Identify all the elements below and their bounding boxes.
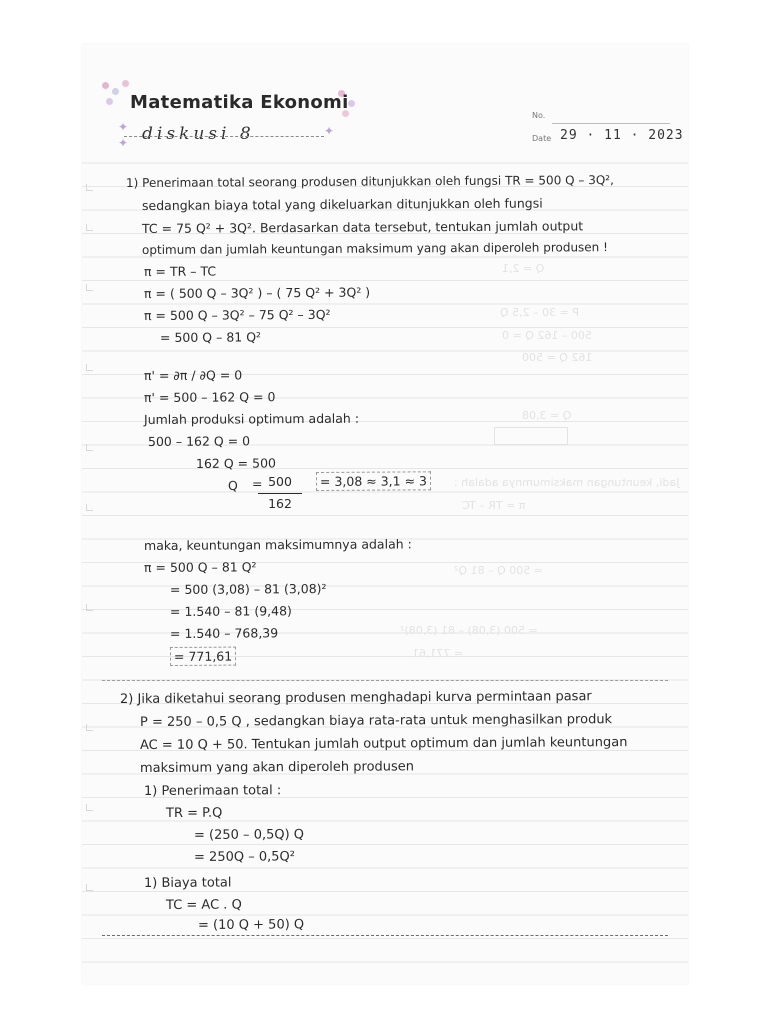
problem2-line: 2) Jika diketahui seorang produsen menghadapi kurva permintaan pasar — [119, 689, 592, 707]
date-label: Date — [532, 134, 552, 143]
margin-mark — [86, 724, 93, 731]
problem1-derivative: Q — [227, 477, 238, 493]
fraction-numerator: 500 — [268, 474, 292, 489]
problem1-work: π = TR – TC — [143, 263, 217, 279]
decor-dot — [106, 98, 113, 105]
show-through-text: = 500 Q – 81 Q² — [454, 564, 543, 577]
problem1-profit: maka, keuntungan maksimumnya adalah : — [143, 536, 412, 553]
problem2-work: 1) Penerimaan total : — [143, 783, 282, 799]
problem1-work: = 500 Q – 81 Q² — [159, 329, 262, 345]
margin-mark — [86, 504, 93, 511]
date-value: 29 · 11 · 2023 — [560, 128, 684, 143]
show-through-text: P = 30 – 2,5 Q — [500, 306, 579, 319]
problem2-line: P = 250 – 0,5 Q , sedangkan biaya rata-rata untuk menghasilkan produk — [139, 712, 613, 730]
show-through-text: Jadi, keuntungan maksimumnya adalah : — [454, 476, 680, 489]
problem2-line: maksimum yang akan diperoleh produsen — [139, 759, 415, 776]
show-through-text: Q = 2,1 — [502, 262, 545, 275]
problem1-line: optimum dan jumlah keuntungan maksimum yang akan diperoleh produsen ! — [141, 240, 608, 257]
no-underline — [552, 123, 670, 124]
show-through-text: = 771,61 — [412, 647, 464, 660]
sparkle-icon: ✦ — [118, 136, 129, 150]
problem1-derivative: 162 Q = 500 — [195, 455, 276, 471]
subtitle-underline — [124, 136, 324, 137]
problem2-work: = 250Q – 0,5Q² — [193, 849, 295, 865]
problem2-work: 1) Biaya total — [143, 875, 232, 891]
show-through-text: = 500 (3,08) – 81 (3,08)² — [400, 624, 538, 637]
fraction-bar — [258, 493, 302, 494]
problem1-profit: = 1.540 – 768,39 — [169, 625, 279, 641]
problem1-derivative: 500 – 162 Q = 0 — [147, 433, 251, 449]
page-title: Matematika Ekonomi — [130, 92, 349, 113]
page-subtitle: diskusi 8 — [142, 124, 255, 144]
margin-mark — [86, 184, 93, 191]
notebook-page — [82, 44, 688, 984]
no-label: No. — [532, 111, 546, 120]
fraction-denominator: 162 — [268, 496, 292, 511]
result-box: = 3,08 ≈ 3,1 ≈ 3 — [316, 471, 431, 491]
decor-dot — [348, 100, 355, 107]
problem1-line: TC = 75 Q² + 3Q². Berdasarkan data tersebut, tentukan jumlah output — [141, 218, 584, 236]
problem1-derivative: π' = 500 – 162 Q = 0 — [143, 389, 276, 405]
problem1-profit: = 500 (3,08) – 81 (3,08)² — [169, 581, 327, 597]
margin-mark — [86, 364, 93, 371]
problem1-derivative: Jumlah produksi optimum adalah : — [143, 410, 360, 427]
section-divider — [102, 680, 668, 681]
sparkle-icon: ✦ — [118, 120, 129, 134]
problem1-line: 1) Penerimaan total seorang produsen ditunjukkan oleh fungsi TR = 500 Q – 3Q², — [125, 173, 614, 190]
problem2-work: = (250 – 0,5Q) Q — [193, 827, 305, 843]
problem2-work: = (10 Q + 50) Q — [197, 917, 305, 933]
margin-mark — [86, 284, 93, 291]
decor-dot — [112, 88, 119, 95]
margin-mark — [86, 604, 93, 611]
problem1-profit: π = 500 Q – 81 Q² — [143, 559, 257, 575]
show-through-text: 500 – 162 Q = 0 — [502, 329, 592, 342]
show-through-text: π = TR – TC — [462, 499, 526, 512]
problem1-profit: = 1.540 – 81 (9,48) — [169, 603, 292, 619]
sparkle-icon: ✦ — [324, 124, 335, 138]
margin-mark — [86, 884, 93, 891]
page-bottom-rule — [102, 935, 668, 936]
problem1-work: π = ( 500 Q – 3Q² ) – ( 75 Q² + 3Q² ) — [143, 284, 371, 301]
problem2-line: AC = 10 Q + 50. Tentukan jumlah output optimum dan jumlah keuntungan — [139, 735, 628, 753]
margin-mark — [86, 224, 93, 231]
problem1-work: π = 500 Q – 3Q² – 75 Q² – 3Q² — [143, 306, 331, 323]
decor-dot — [102, 82, 109, 89]
problem2-work: TR = P.Q — [165, 805, 223, 821]
show-through-text: Q = 3,08 — [522, 409, 572, 422]
problem1-derivative: π' = ∂π / ∂Q = 0 — [143, 367, 243, 383]
decor-dot — [122, 80, 129, 87]
show-through-box — [494, 427, 568, 445]
fraction-equals: = — [252, 476, 263, 491]
profit-result-box: = 771,61 — [170, 647, 236, 666]
show-through-text: 162 Q = 500 — [522, 351, 593, 364]
problem1-line: sedangkan biaya total yang dikeluarkan ditunjukkan oleh fungsi — [141, 195, 543, 213]
problem2-work: TC = AC . Q — [165, 897, 242, 913]
margin-mark — [86, 444, 93, 451]
margin-mark — [86, 804, 93, 811]
